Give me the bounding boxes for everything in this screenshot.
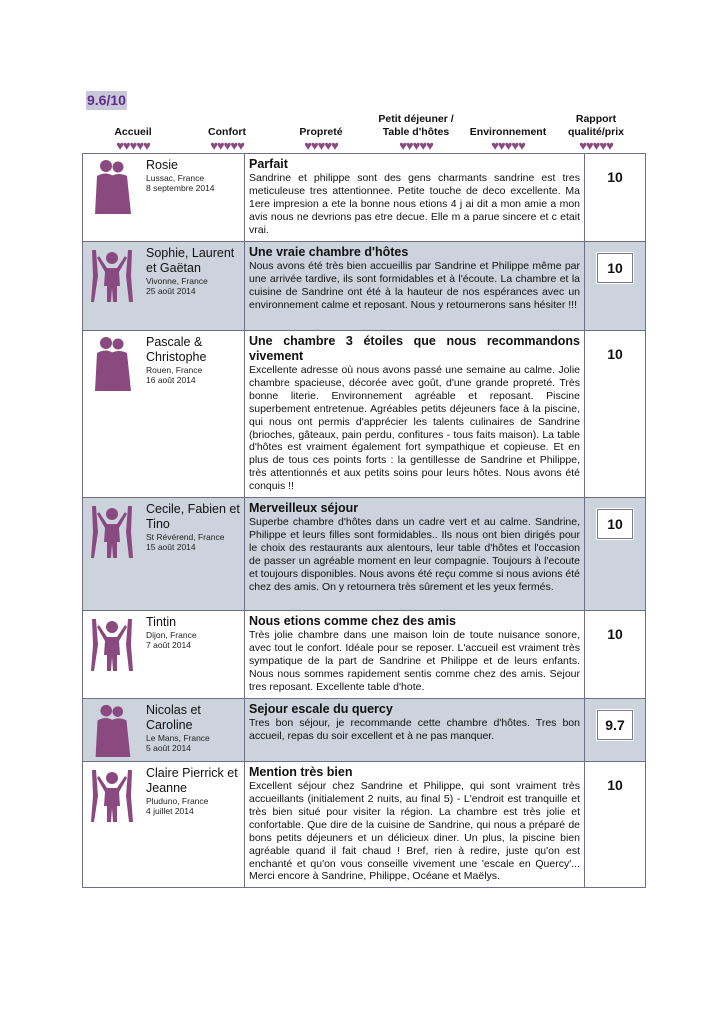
review-content: [245, 611, 585, 699]
reviewer-location: Rouen, France: [146, 365, 203, 375]
reviewer-info: [140, 498, 245, 611]
reviewer-info: [140, 242, 245, 331]
review-row: [83, 331, 646, 498]
reviewer-info: [140, 699, 245, 762]
criterion-proprete: [276, 113, 366, 153]
family-silhouette-icon: [89, 615, 135, 673]
reviewer-info: [140, 154, 245, 242]
review-score-cell: [585, 242, 646, 331]
review-text: Très jolie chambre dans une maison loin de toute nuisance sonore, avec tout le confort. Idéale pour se reposer. L'accueil est vraiment très sympatique de la part de Sandrine et Philippe et de leurs enfants. Nous nous sommes rapidement sentis comme chez des amis. Sejour tres reposant. Excellente table d'hote.: [249, 629, 580, 693]
reviewer-location: Pluduno, France: [146, 796, 209, 807]
family-silhouette-icon: [89, 766, 135, 824]
review-date: 8 septembre 2014: [146, 183, 215, 193]
review-title: Mention très bien: [249, 765, 353, 780]
avatar: [83, 762, 141, 888]
review-date: 7 août 2014: [146, 640, 191, 651]
review-date: 15 août 2014: [146, 542, 196, 553]
review-score: 10: [607, 169, 623, 185]
review-content: [245, 762, 585, 888]
reviewer-location: St Révérend, France: [146, 532, 225, 543]
reviewer-info: [140, 762, 245, 888]
heart-icon: ♥♥♥♥♥: [210, 138, 244, 153]
review-title: Nous etions comme chez des amis: [249, 614, 457, 629]
heart-icon: ♥♥♥♥♥: [579, 138, 613, 153]
review-title: Sejour escale du quercy: [249, 702, 393, 717]
avatar: [83, 242, 141, 331]
review-text: Excellent séjour chez Sandrine et Philippe, qui sont vraiment très accueillants (initialement 2 nuits, au final 5) - L'endroit est tranquille et très bien situé pour visiter la région. La chambre est très jolie et confortable. Que dire de la cuisine de Sandrine, qui nous a préparé de bons petits déjeuners et un délicieux diner. Un plus, la piscine bien agréable quand il fait chaud ! Bref, rien à redire, juste qu'on est enchanté et qu'on vous conseille vivement une 'escale en Quercy'... Merci encore à Sandrine, Philippe, Océane et Maëlys.: [249, 780, 580, 883]
review-content: [245, 242, 585, 331]
criterion-rapport-qualite-prix: [560, 113, 632, 153]
review-row: [83, 242, 646, 331]
review-row: [83, 699, 646, 762]
heart-icon: ♥♥♥♥♥: [304, 138, 338, 153]
criteria-header: [82, 113, 633, 153]
reviewer-name: Sophie, Laurent et Gaëtan: [146, 246, 235, 275]
review-text: Sandrine et philippe sont des gens charmants sandrine est tres meticuleuse tres attentionnee. Petite touche de deco excellente. Ma 1ere impresion a ete la bonne nous etions 4 j ai dit a mon amie a mon avis nous ne devrions pas etre decue. Elle m a parue sincere et c etait vrai.: [249, 172, 580, 236]
reviewer-name: Tintin: [146, 615, 177, 630]
reviewer-location: Dijon, France: [146, 630, 197, 641]
avatar: [83, 699, 141, 762]
reviewer-location: Vivonne, France: [146, 276, 208, 286]
review-date: 4 juillet 2014: [146, 806, 194, 817]
avatar: [83, 154, 141, 242]
review-content: [245, 699, 585, 762]
heart-icon: ♥♥♥♥♥: [399, 138, 433, 153]
reviewer-info: [140, 611, 245, 699]
review-title: Parfait: [249, 157, 288, 171]
criterion-label: Petit déjeuner / Table d'hôtes: [378, 113, 454, 138]
review-content: [245, 498, 585, 611]
avatar: [83, 611, 141, 699]
criterion-environnement: [463, 113, 553, 153]
criterion-label: Rapport qualité/prix: [567, 113, 624, 138]
review-score: 10: [597, 253, 633, 283]
review-text: Nous avons été très bien accueillis par Sandrine et Philippe même par une arrivée tardive, ils sont formidables et à l'écoute. La chambre et la cuisine de Sandrine ont été à la hauteur de nos espérances avec un environnement calme et reposant. Nous y retournerons sans hésiter !!!: [249, 260, 580, 311]
criterion-label: Propreté: [299, 125, 343, 138]
review-text: Superbe chambre d'hôtes dans un cadre vert et au calme. Sandrine, Philippe et leurs filles sont formidables.. Ils nous ont bien dirigés pour le choix des restaurants aux alentours, leur table d'hôtes et l'occasion de passer un agréable moment en leur compagnie. Toujours à l'ecoute et toujours disponibles. Nous avons été reçu comme si nous avions été chez des amis. On y retournera très sûrement et les yeux fermés.: [249, 516, 580, 593]
review-score: 10: [607, 346, 623, 362]
reviews-table: [82, 153, 646, 888]
criterion-accueil: [88, 113, 178, 153]
review-score: 10: [607, 777, 623, 794]
review-content: [245, 331, 585, 498]
review-row: [83, 762, 646, 888]
criterion-label: Accueil: [114, 125, 152, 138]
avatar: [83, 498, 141, 611]
review-date: 5 août 2014: [146, 743, 191, 754]
review-date: 16 août 2014: [146, 375, 196, 385]
review-row: [83, 611, 646, 699]
review-score-cell: [585, 331, 646, 498]
review-score: 10: [607, 626, 623, 643]
criterion-label: Environnement: [469, 125, 547, 138]
review-score: 10: [597, 509, 633, 539]
couple-silhouette-icon: [89, 158, 135, 214]
review-score-cell: [585, 498, 646, 611]
reviewer-name: Rosie: [146, 158, 178, 172]
couple-silhouette-icon: [89, 703, 135, 757]
reviewer-name: Nicolas et Caroline: [146, 703, 201, 733]
review-score: 9.7: [597, 710, 633, 740]
review-score-cell: [585, 699, 646, 762]
heart-icon: ♥♥♥♥♥: [491, 138, 525, 153]
avatar: [83, 331, 141, 498]
review-score-cell: [585, 154, 646, 242]
reviewer-name: Cecile, Fabien et Tino: [146, 502, 240, 532]
heart-icon: ♥♥♥♥♥: [116, 138, 150, 153]
family-silhouette-icon: [89, 246, 135, 304]
review-title: Une chambre 3 étoiles que nous recommandons vivement: [249, 334, 580, 363]
review-row: [83, 498, 646, 611]
review-text: Tres bon séjour, je recommande cette chambre d'hôtes. Tres bon accueil, repas du soir excellent et à ne pas manquer.: [249, 717, 580, 742]
review-title: Une vraie chambre d'hôtes: [249, 245, 409, 259]
review-title: Merveilleux séjour: [249, 501, 359, 516]
couple-silhouette-icon: [89, 335, 135, 391]
family-silhouette-icon: [89, 502, 135, 560]
criterion-label: Confort: [208, 125, 246, 138]
reviewer-location: Le Mans, France: [146, 733, 210, 744]
reviewer-location: Lussac, France: [146, 173, 205, 183]
review-score-cell: [585, 762, 646, 888]
criterion-confort: [182, 113, 272, 153]
overall-rating: 9.6/10: [87, 92, 126, 108]
criterion-petit-dejeuner: [371, 113, 461, 153]
reviewer-info: [140, 331, 245, 498]
review-text: Excellente adresse où nous avons passé une semaine au calme. Jolie chambre spacieuse, décorée avec goût, d'une grande propreté. Très bonne literie. Environnement agréable et reposant. Piscine superbement entretenue. Agréables petits déjeuners face à la piscine, qui nous ont permis d'apprécier les talents culinaires de Sandrine (brioches, gâteaux, pain perdu, confitures - tous faits maison). La table d'hôtes est vraiment également fort sympathique et copieuse. Et en plus de tous ces points forts : la gentillesse de Sandrine et Philippe, très attentionnés et aux petits soins pour leurs hôtes. Nous avons été conquis !!: [249, 364, 580, 493]
review-row: [83, 154, 646, 242]
reviewer-name: Claire Pierrick et Jeanne: [146, 766, 238, 796]
review-date: 25 août 2014: [146, 286, 196, 296]
reviewer-name: Pascale & Christophe: [146, 335, 207, 364]
review-content: [245, 154, 585, 242]
review-score-cell: [585, 611, 646, 699]
